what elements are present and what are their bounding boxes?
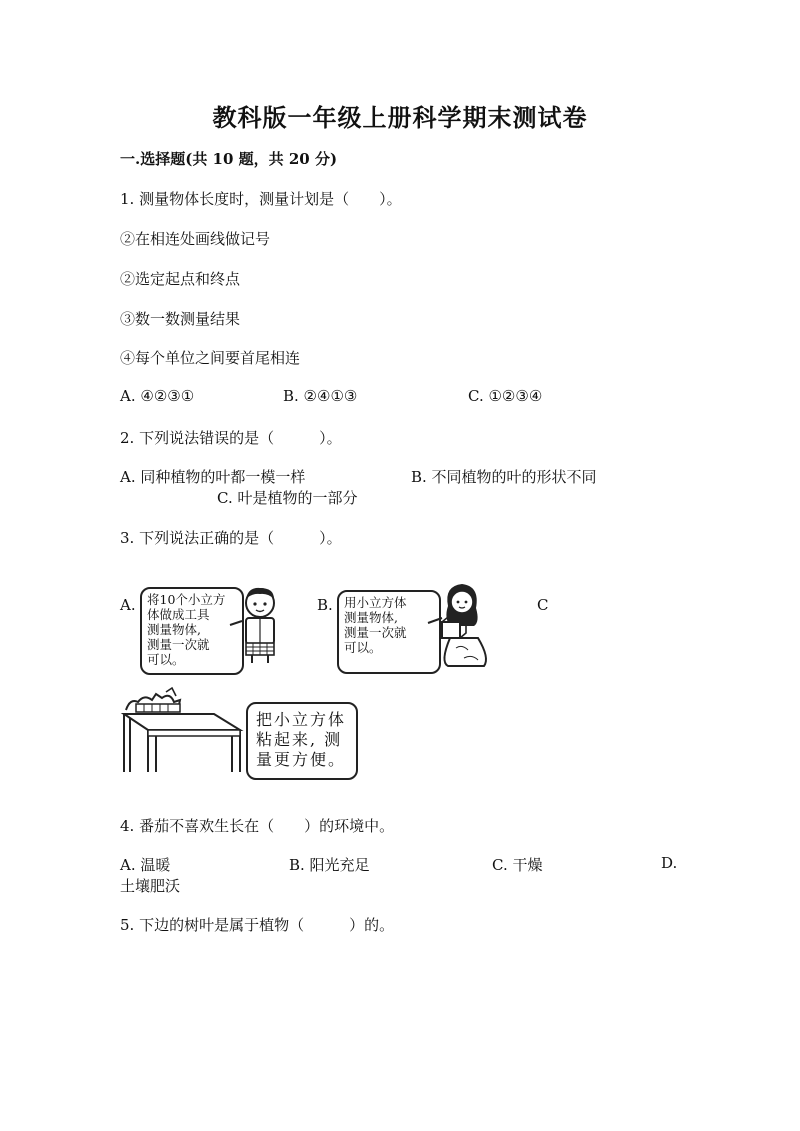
q1-step-1: ②在相连处画线做记号 [120, 230, 271, 248]
q3-option-a-label: A. [120, 596, 136, 614]
q1-option-c: C. ①②③④ [468, 387, 543, 405]
q2-option-a: A. 同种植物的叶都一模一样 [120, 468, 306, 486]
q3-option-b-speech-bubble: 用小立方体 测量物体, 测量一次就 可以。 [337, 590, 441, 674]
q2-option-c: C. 叶是植物的一部分 [217, 489, 358, 507]
q1-step-4: ④每个单位之间要首尾相连 [120, 349, 301, 367]
q1-option-b: B. ②④①③ [283, 387, 358, 405]
q1-step-2: ②选定起点和终点 [120, 270, 241, 288]
section-heading: 一.选择题(共 10 题，共 20 分) [120, 150, 338, 168]
q5-stem: 5. 下边的树叶是属于植物（ ）的。 [120, 916, 395, 934]
q2-option-b: B. 不同植物的叶的形状不同 [411, 468, 597, 486]
table-with-cubes-illustration [122, 688, 250, 776]
q1-step-3: ③数一数测量结果 [120, 310, 241, 328]
exam-title: 教科版一年级上册科学期末测试卷 [212, 103, 588, 132]
q4-option-d: D. [661, 854, 678, 872]
q2-stem: 2. 下列说法错误的是（ ）。 [120, 429, 342, 447]
q3-stem: 3. 下列说法正确的是（ ）。 [120, 529, 342, 547]
q1-option-a: A. ④②③① [120, 387, 195, 405]
q1-stem: 1. 测量物体长度时，测量计划是（ ）。 [120, 190, 402, 208]
q3-option-b-label: B. [317, 596, 333, 614]
q4-option-b: B. 阳光充足 [289, 856, 370, 874]
girl-with-cube-illustration [428, 578, 492, 668]
q4-stem: 4. 番茄不喜欢生长在（ ）的环境中。 [120, 817, 395, 835]
q3-option-c-label: C [537, 596, 549, 614]
q3-option-a-speech-bubble: 将10个小立方 体做成工具 测量物体, 测量一次就 可以。 [140, 587, 244, 675]
q4-option-d-text: 土壤肥沃 [120, 877, 181, 895]
boy-illustration [228, 585, 288, 665]
q3-option-c-speech-bubble: 把小立方体 粘起来, 测 量更方便。 [246, 702, 358, 780]
q4-option-a: A. 温暖 [120, 856, 171, 874]
q4-option-c: C. 干燥 [492, 856, 543, 874]
